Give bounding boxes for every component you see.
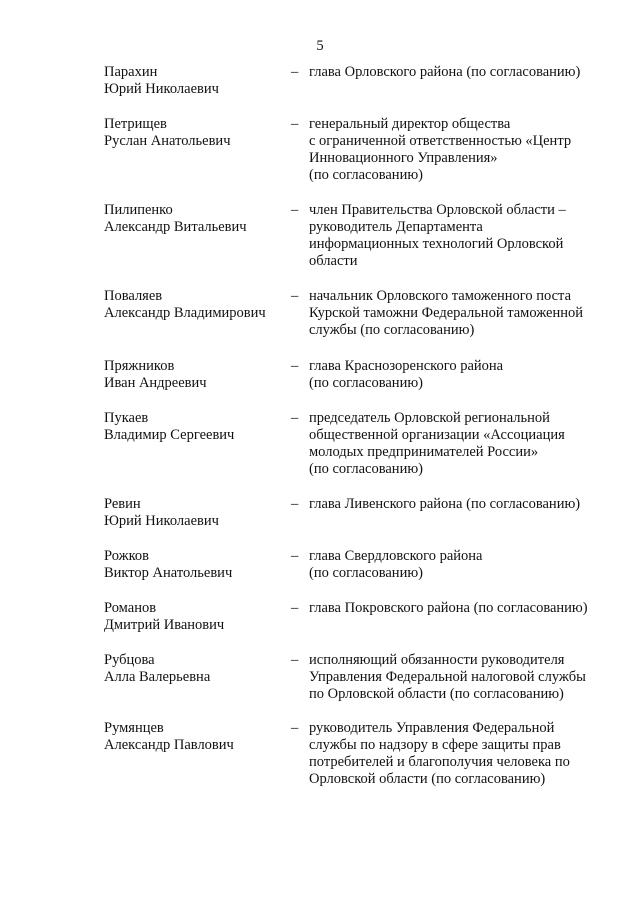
member-name xyxy=(104,600,284,634)
member-given-names: Юрий Николаевич xyxy=(104,513,219,529)
dash: – xyxy=(291,600,299,616)
position-line: информационных технологий Орловской xyxy=(309,236,564,252)
member-position xyxy=(309,496,609,513)
position-line: потребителей и благополучия человека по xyxy=(309,754,570,770)
position-line: (по согласованию) xyxy=(309,375,423,391)
member-given-names: Алла Валерьевна xyxy=(104,669,211,685)
member-name xyxy=(104,720,284,754)
member-surname: Рубцова xyxy=(104,652,155,668)
position-line: руководитель Управления Федеральной xyxy=(309,720,555,736)
position-line: области xyxy=(309,253,358,269)
member-name xyxy=(104,358,284,392)
member-position xyxy=(309,600,609,617)
member-surname: Ревин xyxy=(104,496,141,512)
member-position xyxy=(309,720,609,788)
member-given-names: Дмитрий Иванович xyxy=(104,617,225,633)
member-surname: Парахин xyxy=(104,64,158,80)
position-line: службы по надзору в сфере защиты прав xyxy=(309,737,561,753)
member-surname: Румянцев xyxy=(104,720,164,736)
member-position xyxy=(309,288,609,339)
position-line: глава Ливенского района (по согласованию) xyxy=(309,496,581,512)
position-line: с ограниченной ответственностью «Центр xyxy=(309,133,572,149)
position-line: (по согласованию) xyxy=(309,167,423,183)
member-position xyxy=(309,358,609,392)
dash: – xyxy=(291,288,299,304)
position-line: генеральный директор общества xyxy=(309,116,511,132)
position-line: глава Краснозоренского района xyxy=(309,358,504,374)
position-line: Управления Федеральной налоговой службы xyxy=(309,669,586,685)
member-position xyxy=(309,548,609,582)
position-line: Курской таможни Федеральной таможенной xyxy=(309,305,584,321)
position-line: по Орловской области (по согласованию) xyxy=(309,686,564,702)
dash: – xyxy=(291,358,299,374)
dash: – xyxy=(291,548,299,564)
member-name xyxy=(104,410,284,444)
member-given-names: Руслан Анатольевич xyxy=(104,133,231,149)
position-line: глава Свердловского района xyxy=(309,548,483,564)
dash: – xyxy=(291,652,299,668)
position-line: молодых предпринимателей России» xyxy=(309,444,539,460)
position-line: Инновационного Управления» xyxy=(309,150,498,166)
member-position xyxy=(309,410,609,478)
member-position xyxy=(309,652,609,703)
member-given-names: Александр Витальевич xyxy=(104,219,247,235)
position-line: исполняющий обязанности руководителя xyxy=(309,652,565,668)
dash: – xyxy=(291,64,299,80)
member-position xyxy=(309,202,609,270)
dash: – xyxy=(291,116,299,132)
position-line: начальник Орловского таможенного поста xyxy=(309,288,572,304)
member-name xyxy=(104,202,284,236)
position-line: глава Покровского района (по согласованию) xyxy=(309,600,588,616)
dash: – xyxy=(291,202,299,218)
member-given-names: Юрий Николаевич xyxy=(104,81,219,97)
dash: – xyxy=(291,720,299,736)
member-position xyxy=(309,116,609,184)
member-name xyxy=(104,64,284,98)
member-surname: Пукаев xyxy=(104,410,149,426)
member-surname: Рожков xyxy=(104,548,150,564)
position-line: общественной организации «Ассоциация xyxy=(309,427,565,443)
position-line: руководитель Департамента xyxy=(309,219,483,235)
member-name xyxy=(104,288,284,322)
position-line: член Правительства Орловской области – xyxy=(309,202,566,218)
member-surname: Романов xyxy=(104,600,157,616)
member-given-names: Владимир Сергеевич xyxy=(104,427,235,443)
member-surname: Пряжников xyxy=(104,358,175,374)
position-line: (по согласованию) xyxy=(309,461,423,477)
member-surname: Поваляев xyxy=(104,288,163,304)
dash: – xyxy=(291,410,299,426)
member-given-names: Александр Владимирович xyxy=(104,305,266,321)
dash: – xyxy=(291,496,299,512)
position-line: председатель Орловской региональной xyxy=(309,410,550,426)
position-line: Орловской области (по согласованию) xyxy=(309,771,546,787)
position-line: службы (по согласованию) xyxy=(309,322,475,338)
member-surname: Пилипенко xyxy=(104,202,173,218)
position-line: (по согласованию) xyxy=(309,565,423,581)
position-line: глава Орловского района (по согласованию) xyxy=(309,64,581,80)
member-surname: Петрищев xyxy=(104,116,167,132)
member-given-names: Иван Андреевич xyxy=(104,375,207,391)
member-name xyxy=(104,652,284,686)
member-position xyxy=(309,64,609,81)
member-name xyxy=(104,548,284,582)
member-given-names: Александр Павлович xyxy=(104,737,234,753)
page-number: 5 xyxy=(316,38,324,54)
member-name xyxy=(104,496,284,530)
member-given-names: Виктор Анатольевич xyxy=(104,565,233,581)
member-name xyxy=(104,116,284,150)
